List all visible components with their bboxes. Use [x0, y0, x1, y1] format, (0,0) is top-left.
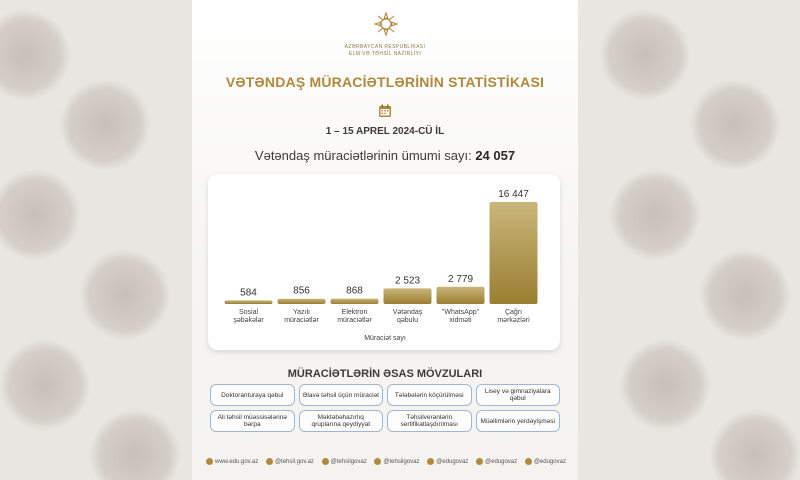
ministry-name [192, 44, 578, 58]
category-label: qəbulu [396, 317, 419, 324]
total-label: Vətəndaş müraciətlərinin ümumi sayı: [254, 148, 472, 163]
footer-link-text: @tehsilgovaz [330, 458, 367, 465]
total-value: 24 057 [475, 148, 516, 163]
globe-icon [206, 458, 213, 465]
category-label: "WhatsApp" [441, 309, 480, 316]
bar-3 [384, 288, 432, 304]
footer-link-text: @tehsil.gov.az [274, 458, 314, 465]
bar-value-label: 2 523 [394, 275, 421, 287]
footer-link-website[interactable] [206, 458, 258, 465]
instagram-icon [322, 458, 329, 465]
topic-pill: Ali təhsil müəssisələrinə bərpa [210, 410, 295, 432]
bar-1 [278, 299, 326, 304]
topics-title: MÜRACİƏTLƏRİN ƏSAS MÖVZULARI [287, 368, 483, 380]
ministry-line-2: ELM VƏ TƏHSİL NAZİRLİYİ [348, 51, 422, 57]
category-label: Çağrı [504, 309, 523, 316]
category-label: Vətəndaş [392, 309, 423, 316]
category-label: şəbəkələr [233, 317, 264, 324]
twitter-icon [476, 458, 483, 465]
tiktok-icon [525, 458, 532, 465]
topic-pill: Əlavə təhsil üçün müraciət [299, 384, 384, 406]
topic-pill: Müəllimlərin yerdəyişməsi [476, 410, 561, 432]
footer-link-youtube[interactable] [374, 458, 419, 465]
bar-0 [225, 300, 273, 304]
bar-value-label: 2 779 [447, 273, 474, 285]
bar-chart [208, 174, 560, 350]
facebook-icon [266, 458, 273, 465]
bar-value-label: 584 [240, 287, 257, 299]
footer-links [206, 458, 566, 465]
bar-4 [437, 287, 485, 304]
infographic-card [192, 0, 578, 480]
category-label: mərkəzləri [497, 317, 530, 324]
footer-link-text: @edugovaz [533, 458, 566, 465]
category-label: müraciətlər [284, 317, 319, 324]
footer-link-instagram[interactable] [322, 458, 367, 465]
total-count [192, 148, 578, 163]
ministry-line-1: AZƏRBAYCAN RESPUBLİKASI [344, 44, 426, 50]
topic-pill: Təhsilverənlərin sertifikatlaşdırılması [387, 410, 472, 432]
bar-value-label: 868 [346, 285, 363, 297]
telegram-icon [427, 458, 434, 465]
category-label: müraciətlər [337, 317, 372, 324]
bar-value-label: 16 447 [498, 189, 529, 200]
page-title: VƏTƏNDAŞ MÜRACİƏTLƏRİNİN STATİSTİKASI [225, 74, 545, 90]
topic-pill: Doktoranturaya qəbul [210, 384, 295, 406]
footer-link-text: www.edu.gov.az [215, 458, 259, 465]
topic-pill: Məktəbəhazırlıq qruplarına qeydiyyat [299, 410, 384, 432]
footer-link-twitter[interactable] [476, 458, 517, 465]
category-label: xidməti [449, 317, 472, 324]
bar-5 [490, 202, 538, 304]
category-label: Yazılı [293, 309, 310, 316]
footer-link-tiktok[interactable] [525, 458, 566, 465]
footer-link-text: @tehsilgovaz [383, 458, 420, 465]
ministry-emblem-icon [374, 12, 398, 36]
category-label: Elektron [341, 309, 368, 316]
topic-pill: Lisey və gimnaziyalara qəbul [476, 384, 561, 406]
footer-link-text: @edugovaz [436, 458, 469, 465]
topic-pill: Tələbələrin köçürülməsi [387, 384, 472, 406]
calendar-icon [378, 104, 392, 118]
footer-link-telegram[interactable] [427, 458, 468, 465]
footer-link-facebook[interactable] [266, 458, 314, 465]
topics-grid [210, 384, 560, 432]
category-label: Sosial [238, 309, 259, 316]
bar-value-label: 856 [293, 285, 310, 297]
footer-link-text: @edugovaz [485, 458, 518, 465]
bar-2 [331, 299, 379, 304]
chart-x-axis-title: Müraciət sayı [364, 335, 406, 342]
report-period: 1 – 15 APREL 2024-CÜ İL [325, 126, 445, 137]
youtube-icon [374, 458, 381, 465]
